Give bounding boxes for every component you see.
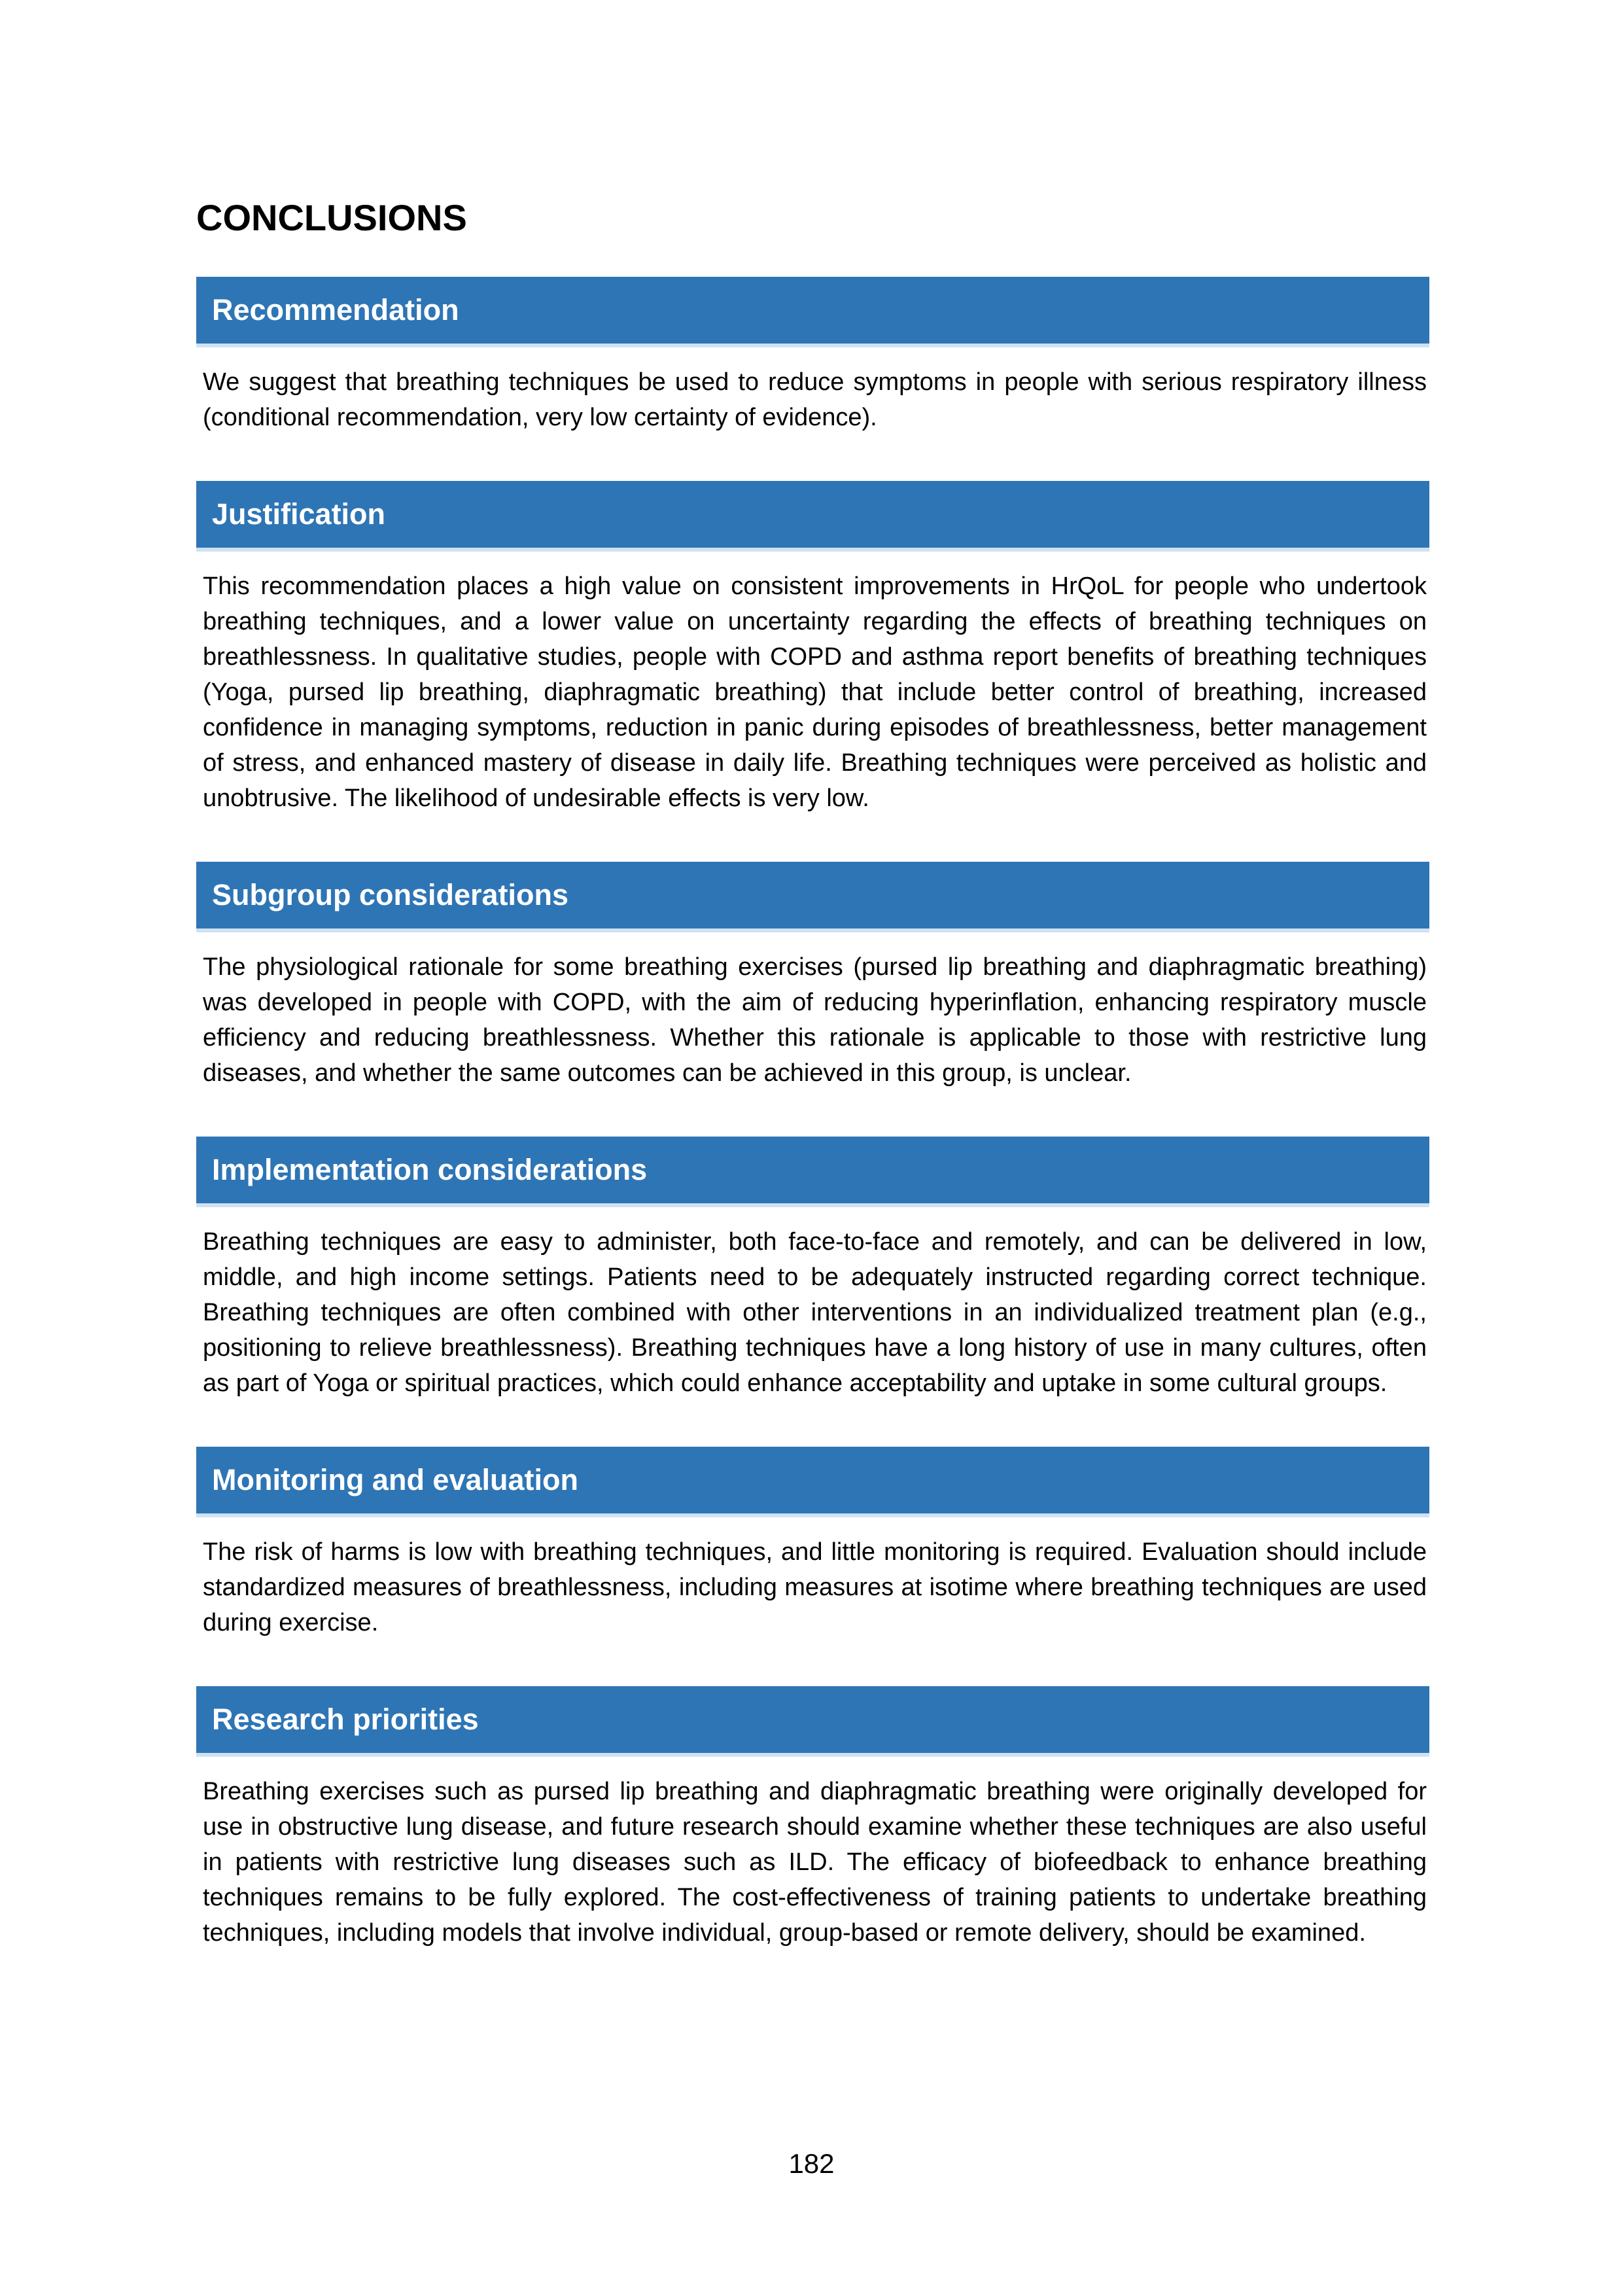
section-heading: Monitoring and evaluation xyxy=(212,1463,578,1496)
section-body-text: The risk of harms is low with breathing techniques, and little monitoring is required. Evaluation should include standardized measures of breathlessness, including measures at isotime where breathing techniques are used during exercise. xyxy=(203,1538,1427,1636)
section-header-bar xyxy=(196,1137,1429,1207)
section-header-bar xyxy=(196,1447,1429,1517)
section-header-bar xyxy=(196,1686,1429,1757)
section-research-priorities xyxy=(196,1686,1429,1951)
page-number: 182 xyxy=(788,2148,835,2179)
section-heading: Research priorities xyxy=(212,1703,479,1736)
section-header-bar xyxy=(196,277,1429,347)
section-heading: Recommendation xyxy=(212,293,459,327)
section-heading: Justification xyxy=(212,497,386,531)
page-title: CONCLUSIONS xyxy=(196,197,467,238)
section-heading: Subgroup considerations xyxy=(212,878,569,911)
section-body-text: The physiological rationale for some breathing exercises (pursed lip breathing and diaphragmatic breathing) was developed in people with COPD, with the aim of reducing hyperinflation, enhancing respiratory muscle efficiency and reducing breathlessness. Whether this rationale is applicable to those with restrictive lung diseases, and whether the same outcomes can be achieved in this group, is unclear. xyxy=(203,953,1427,1087)
section-body-text: This recommendation places a high value on consistent improvements in HrQoL for people who undertook breathing techniques, and a lower value on uncertainty regarding the effects of breathing techniques on breathlessness. In qualitative studies, people with COPD and asthma report benefits of breathing techniques (Yoga, pursed lip breathing, diaphragmatic breathing) that include better control of breathing, increased confidence in managing symptoms, reduction in panic during episodes of breathlessness, better management of stress, and enhanced mastery of disease in daily life. Breathing techniques were perceived as holistic and unobtrusive. The likelihood of undesirable effects is very low. xyxy=(203,573,1427,812)
section-implementation-considerations xyxy=(196,1137,1429,1401)
section-monitoring-and-evaluation xyxy=(196,1447,1429,1640)
section-body-text: Breathing techniques are easy to administer, both face-to-face and remotely, and can be delivered in low, middle, and high income settings. Patients need to be adequately instructed regarding correct technique. Breathing techniques are often combined with other interventions in an individualized treatment plan (e.g., positioning to relieve breathlessness). Breathing techniques have a long history of use in many cultures, often as part of Yoga or spiritual practices, which could enhance acceptability and uptake in some cultural groups. xyxy=(203,1228,1427,1397)
section-heading: Implementation considerations xyxy=(212,1153,648,1186)
section-body-text: Breathing exercises such as pursed lip breathing and diaphragmatic breathing were originally developed for use in obstructive lung disease, and future research should examine whether these techniques are also useful in patients with restrictive lung diseases such as ILD. The efficacy of biofeedback to enhance breathing techniques remains to be fully explored. The cost-effectiveness of training patients to undertake breathing techniques, including models that involve individual, group-based or remote delivery, should be examined. xyxy=(203,1778,1427,1947)
section-justification xyxy=(196,481,1429,816)
section-recommendation xyxy=(196,277,1429,435)
section-header-bar xyxy=(196,862,1429,932)
section-subgroup-considerations xyxy=(196,862,1429,1091)
section-header-bar xyxy=(196,481,1429,552)
section-body-text: We suggest that breathing techniques be used to reduce symptoms in people with serious respiratory illness (conditional recommendation, very low certainty of evidence). xyxy=(203,368,1427,431)
